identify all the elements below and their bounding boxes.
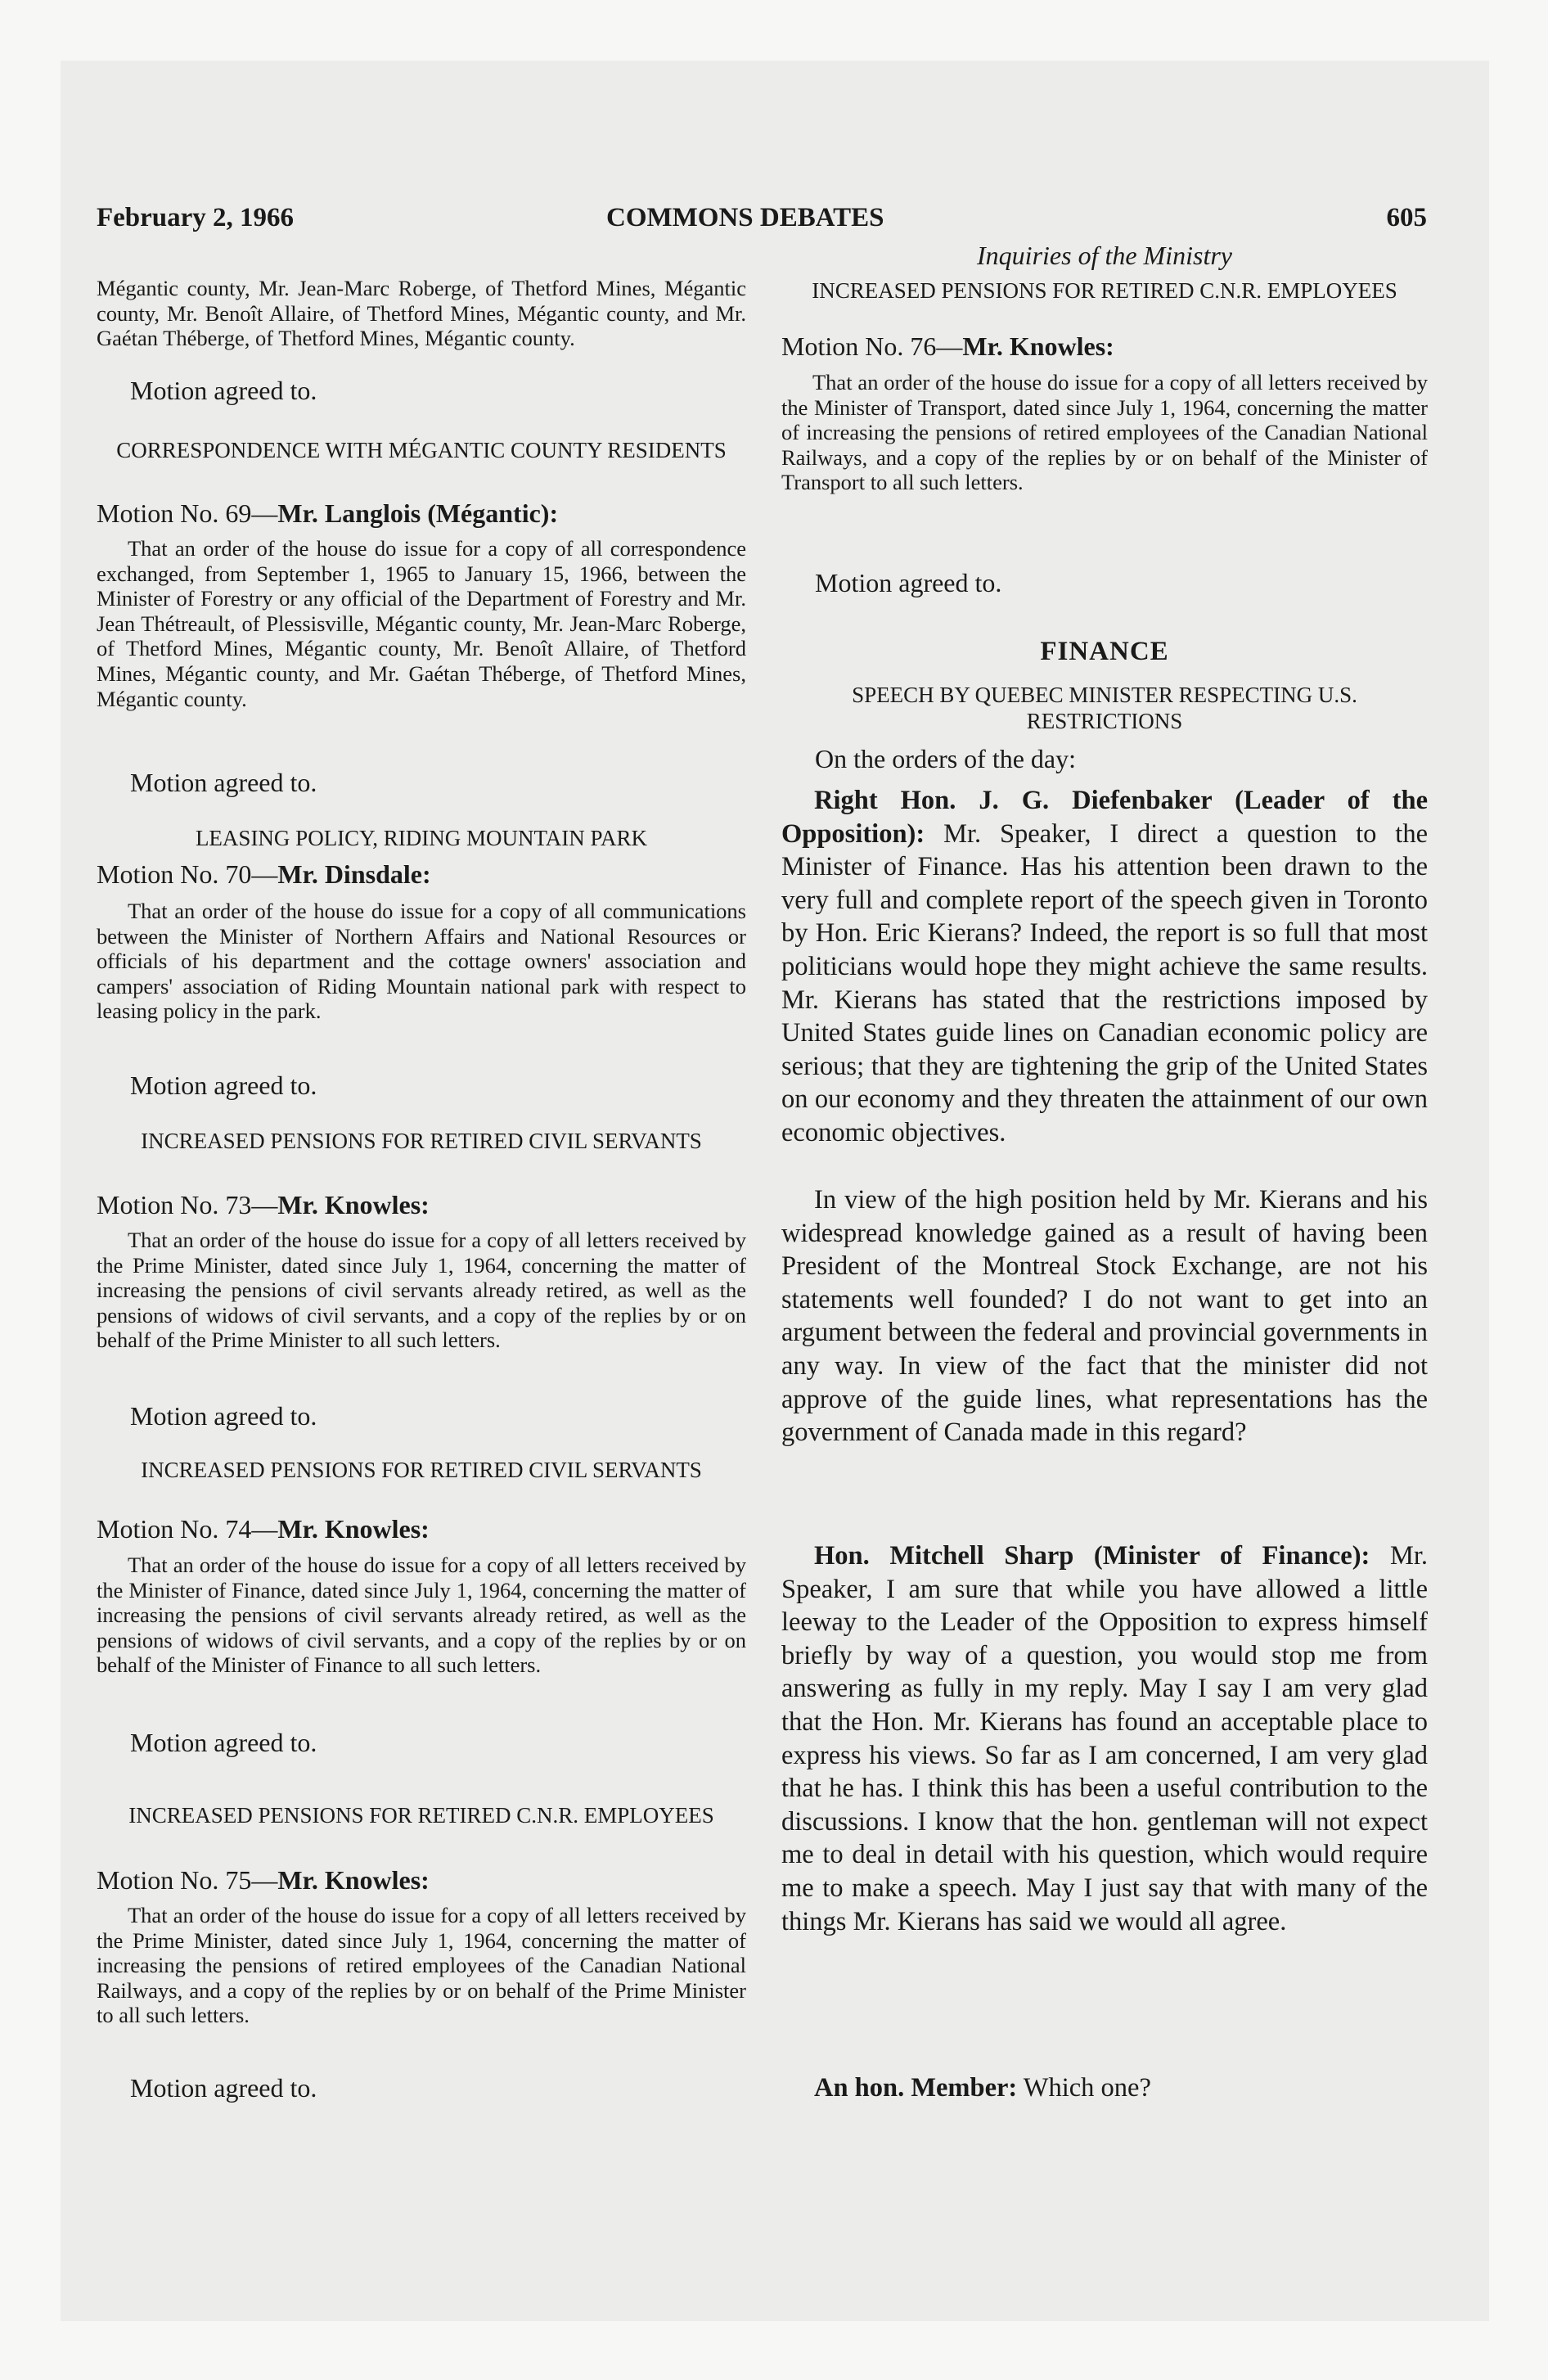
motion-75-line xyxy=(97,1864,746,1896)
motion-mover: Mr. Langlois (Mégantic): xyxy=(277,498,559,528)
heading-motion-70: LEASING POLICY, RIDING MOUNTAIN PARK xyxy=(195,826,648,850)
motion-agreed: Motion agreed to. xyxy=(130,768,317,797)
speech-text: Which one? xyxy=(1023,2073,1151,2103)
heading-motion-76: INCREASED PENSIONS FOR RETIRED C.N.R. EMPLOYEES xyxy=(812,278,1397,303)
motion-number: Motion No. 75— xyxy=(97,1865,278,1895)
motion-73-line xyxy=(97,1188,746,1221)
motion-69-line xyxy=(97,497,746,530)
motion-agreed: Motion agreed to. xyxy=(130,2073,317,2103)
speech-heading: SPEECH BY QUEBEC MINISTER RESPECTING U.S. RESTRICTIONS xyxy=(852,683,1357,733)
motion-agreed: Motion agreed to. xyxy=(130,1071,317,1100)
section-title: Inquiries of the Ministry xyxy=(977,241,1232,270)
motion-mover: Mr. Dinsdale: xyxy=(277,859,431,889)
motion-70-text: That an order of the house do issue for a copy of all communications between the Minister of Northern Affairs and National Resources or officials of his department and the cottage owners' association and campers' association of Riding Mountain national park with respect to leasing policy in the park. xyxy=(97,899,746,1024)
header-date: February 2, 1966 xyxy=(97,203,295,232)
motion-agreed: Motion agreed to. xyxy=(130,376,317,405)
diefenbaker-question xyxy=(781,784,1428,1150)
motion-number: Motion No. 73— xyxy=(97,1190,278,1219)
motion-70-line xyxy=(97,858,746,890)
motion-76-text: That an order of the house do issue for a copy of all letters received by the Minister of Transport, dated since July 1, 1964, concerning the matter of increasing the pensions of retired employees of the Canadian National Railways, and a copy of the replies by or on behalf of the Minister of Transport to all such letters. xyxy=(781,370,1428,495)
motion-73-text: That an order of the house do issue for a copy of all letters received by the Prime Minister, dated since July 1, 1964, concerning the matter of increasing the pensions of civil servants already retired, as well as the pensions of widows of civil servants, and a copy of the replies by or on behalf of the Prime Minister to all such letters. xyxy=(97,1228,746,1353)
motion-number: Motion No. 76— xyxy=(781,331,963,361)
motion-agreed: Motion agreed to. xyxy=(130,1728,317,1757)
motion-mover: Mr. Knowles: xyxy=(277,1190,430,1219)
header-title: COMMONS DEBATES xyxy=(606,203,884,232)
motion-number: Motion No. 74— xyxy=(97,1514,278,1544)
motion-mover: Mr. Knowles: xyxy=(277,1514,430,1544)
motion-agreed: Motion agreed to. xyxy=(815,568,1002,597)
motion-mover: Mr. Knowles: xyxy=(277,1865,430,1895)
section-finance: FINANCE xyxy=(1040,637,1169,666)
heading-motion-73: INCREASED PENSIONS FOR RETIRED CIVIL SERVANTS xyxy=(141,1129,702,1153)
motion-agreed: Motion agreed to. xyxy=(130,1401,317,1431)
heading-motion-69: CORRESPONDENCE WITH MÉGANTIC COUNTY RESIDENTS xyxy=(116,438,727,462)
speaker-name: Right Hon. J. G. Diefenbaker (Leader of the Opposition): xyxy=(781,786,1428,849)
motion-number: Motion No. 70— xyxy=(97,859,278,889)
diefenbaker-question-continued: In view of the high position held by Mr. Kierans and his widespread knowledge gained as a result of having been President of the Montreal Stock Exchange, are not his statements well founded? I do not want to get into an argument between the federal and provincial governments in any way. In view of the fact that the minister did not approve of the guide lines, what representations has the government of Canada made in this regard? xyxy=(781,1185,1428,1448)
page-header xyxy=(97,203,1427,239)
speech-text: Mr. Speaker, I direct a question to the Minister of Finance. Has his attention been drawn to the very full and complete report of the speech given in Toronto by Hon. Eric Kierans? Indeed, the report is so full that most politicians would hope they might achieve the same results. Mr. Kierans has stated that the restrictions imposed by United States guide lines on Canadian economic policy are serious; that they are tightening the grip of the United States on our economy and they threaten the attainment of our own economic objectives. xyxy=(781,818,1428,1147)
motion-76-line xyxy=(781,330,1428,363)
motion-number: Motion No. 69— xyxy=(97,498,278,528)
motion-69-text: That an order of the house do issue for a copy of all correspondence exchanged, from September 1, 1965 to January 15, 1966, between the Minister of Forestry or any official of the Department of Forestry and Mr. Jean Thétreault, of Plessisville, Mégantic county, Mr. Jean-Marc Roberge, of Thetford Mines, Mégantic county, Mr. Benoît Allaire, of Thetford Mines, Mégantic county, and Mr. Gaétan Théberge, of Thetford Mines, Mégantic county. xyxy=(97,536,746,711)
motion-74-text: That an order of the house do issue for a copy of all letters received by the Minister of Finance, dated since July 1, 1964, concerning the matter of increasing the pensions of civil servants already retired, as well as the pensions of widows of civil servants, and a copy of the replies by or on behalf of the Minister of Finance to all such letters. xyxy=(97,1553,746,1678)
orders-of-day: On the orders of the day: xyxy=(815,744,1077,773)
speaker-name: An hon. Member: xyxy=(814,2073,1018,2103)
motion-mover: Mr. Knowles: xyxy=(962,331,1114,361)
heading-motion-74: INCREASED PENSIONS FOR RETIRED CIVIL SERVANTS xyxy=(141,1458,702,1482)
sharp-answer xyxy=(781,1539,1428,1938)
speaker-name: Hon. Mitchell Sharp (Minister of Finance): xyxy=(814,1541,1370,1571)
intro-paragraph: Mégantic county, Mr. Jean-Marc Roberge, of Thetford Mines, Mégantic county, Mr. Benoît Allaire, of Thetford Mines, Mégantic county, and Mr. Gaétan Théberge, of Thetford Mines, Mégantic county. xyxy=(97,276,746,351)
motion-74-line xyxy=(97,1512,746,1545)
speech-text: Mr. Speaker, I am sure that while you have allowed a little leeway to the Leader of the Opposition to express himself briefly by way of a question, you would stop me from answering as fully in my reply. May I say I am very glad that the Hon. Mr. Kierans has found an acceptable place to express his views. So far as I am concerned, I am very glad that he has. I think this has been a useful contribution to the discussions. I know that the hon. gentleman will not expect me to deal in detail with his question, which would require me to make a speech. May I just say that with many of the things Mr. Kierans has said we would all agree. xyxy=(781,1541,1429,1936)
heading-motion-75: INCREASED PENSIONS FOR RETIRED C.N.R. EMPLOYEES xyxy=(128,1803,714,1828)
page-number: 605 xyxy=(1386,203,1427,232)
member-interjection xyxy=(781,2071,1428,2105)
motion-75-text: That an order of the house do issue for a copy of all letters received by the Prime Minister, dated since July 1, 1964, concerning the matter of increasing the pensions of retired employees of the Canadian National Railways, and a copy of the replies by or on behalf of the Prime Minister to all such letters. xyxy=(97,1903,746,2028)
